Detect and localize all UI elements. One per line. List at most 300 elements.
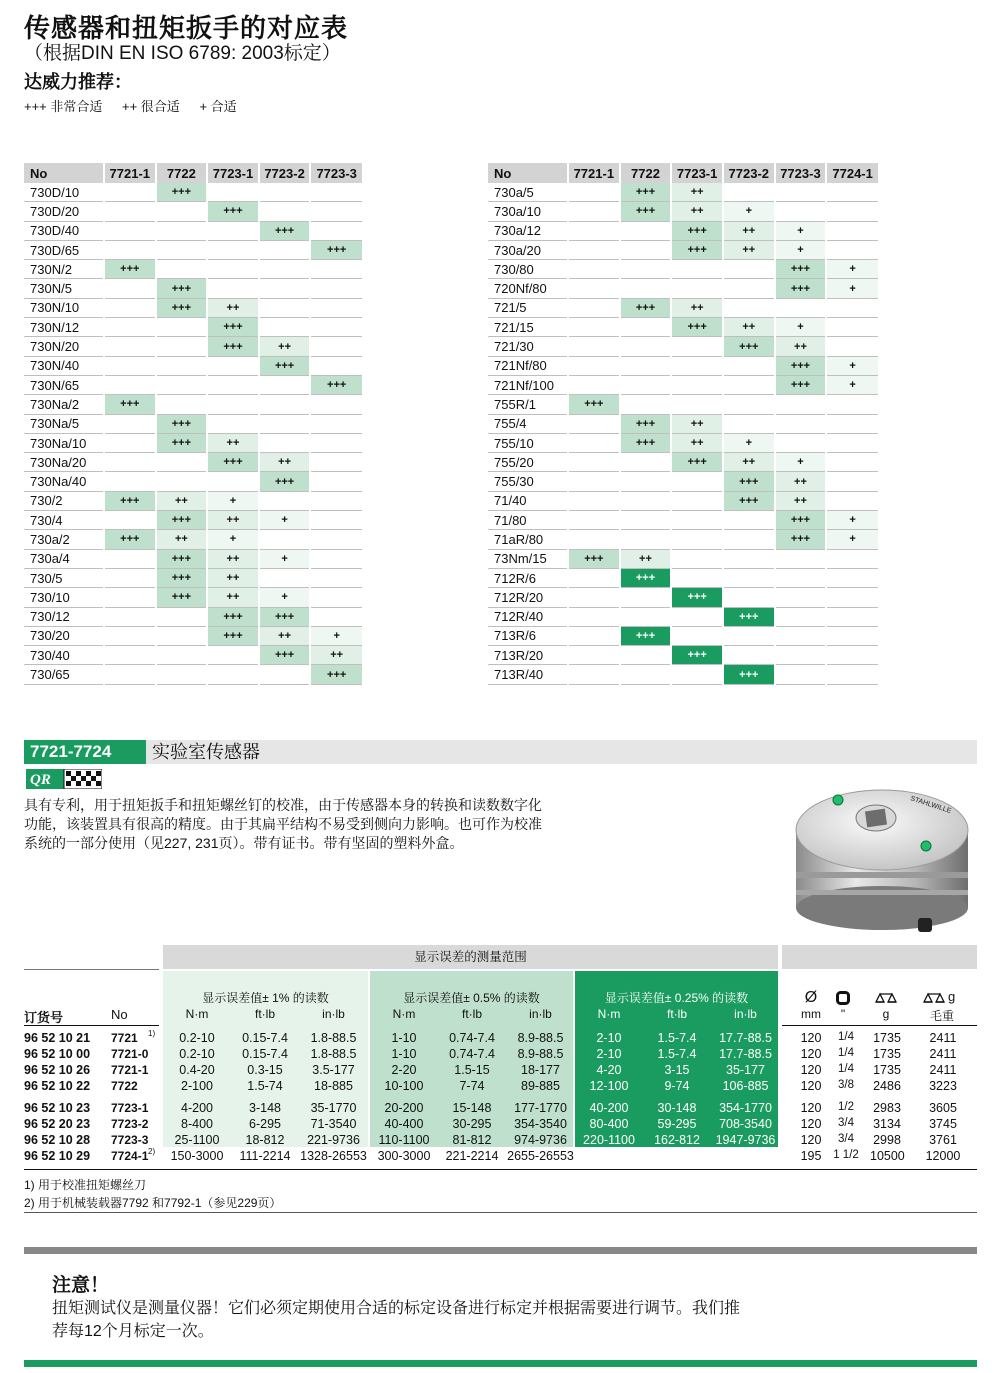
spec-cell: 12-100: [589, 1079, 629, 1093]
rating-cell: +++: [156, 414, 208, 433]
model-cell: 730N/10: [24, 298, 104, 317]
table-header: 7722: [156, 163, 208, 183]
rating-cell: [207, 260, 259, 279]
model-cell: 721Nf/80: [488, 356, 568, 375]
rating-cell: [620, 472, 672, 491]
rating-cell: ++: [775, 491, 827, 510]
spec-cell: 30-295: [452, 1117, 492, 1131]
table-row: [24, 337, 362, 356]
spec-cell: 71-3540: [310, 1117, 357, 1131]
rating-cell: ++: [310, 646, 362, 665]
range-header: 显示误差的测量范围: [163, 945, 778, 969]
rating-cell: +: [826, 511, 878, 530]
spec-cell: 96 52 10 00: [24, 1047, 91, 1061]
rating-cell: [568, 530, 620, 549]
rating-cell: [723, 530, 775, 549]
footnote-marker: 1): [148, 1029, 156, 1038]
model-cell: 71/80: [488, 511, 568, 530]
rating-cell: +++: [207, 453, 259, 472]
rating-cell: [671, 626, 723, 645]
rating-cell: [826, 337, 878, 356]
rating-cell: [568, 491, 620, 510]
rating-cell: [775, 626, 827, 645]
rating-cell: +: [775, 453, 827, 472]
recommend-heading: 达威力推荐：: [24, 72, 132, 92]
rating-cell: +: [826, 356, 878, 375]
table-row: [488, 298, 878, 317]
rating-cell: +++: [620, 202, 672, 221]
spec-cell: 0.15-7.4: [242, 1047, 288, 1061]
notice-heading: 注意！: [52, 1275, 110, 1296]
model-cell: 730a/5: [488, 183, 568, 202]
table-row: [24, 240, 362, 259]
rating-cell: +++: [310, 375, 362, 394]
rating-cell: [104, 183, 156, 202]
model-cell: 730N/5: [24, 279, 104, 298]
rating-cell: +++: [104, 491, 156, 510]
rating-cell: [259, 665, 311, 684]
table-row: [24, 511, 362, 530]
rating-cell: [104, 202, 156, 221]
spec-cell: 1-10: [391, 1047, 417, 1061]
qr-badge-icon: [26, 769, 102, 789]
rating-cell: ++: [259, 626, 311, 645]
rating-cell: ++: [671, 202, 723, 221]
table-row: [24, 375, 362, 394]
spec-cell: 1.5-74: [247, 1079, 283, 1093]
rating-cell: [207, 221, 259, 240]
model-cell: 730/80: [488, 260, 568, 279]
spec-cell: 600-3000: [582, 1149, 636, 1163]
spec-cell: 1735: [873, 1063, 901, 1077]
rating-cell: [775, 202, 827, 221]
rating-cell: [156, 453, 208, 472]
model-cell: 730Na/5: [24, 414, 104, 433]
spec-cell: 0.74-7.4: [449, 1031, 495, 1045]
rating-cell: +++: [775, 511, 827, 530]
rating-cell: ++: [207, 549, 259, 568]
rating-cell: [723, 588, 775, 607]
table-row: [24, 646, 362, 665]
rating-cell: [310, 607, 362, 626]
rating-cell: [620, 588, 672, 607]
rating-cell: +++: [568, 395, 620, 414]
rating-cell: [620, 453, 672, 472]
spec-cell: 3.5-177: [312, 1063, 355, 1077]
model-cell: 713R/40: [488, 665, 568, 684]
rating-cell: [826, 607, 878, 626]
rating-cell: [723, 356, 775, 375]
rating-cell: [310, 530, 362, 549]
spec-cell: 2411: [929, 1063, 957, 1077]
rating-cell: [310, 356, 362, 375]
table-row: [488, 646, 878, 665]
table-row: [488, 433, 878, 452]
spec-cell: 354-3540: [514, 1117, 567, 1131]
rating-cell: +: [723, 433, 775, 452]
rating-cell: [259, 375, 311, 394]
rating-cell: ++: [259, 337, 311, 356]
table-row: [488, 221, 878, 240]
rating-cell: +++: [156, 511, 208, 530]
rating-cell: [259, 318, 311, 337]
table-row: [488, 511, 878, 530]
spec-cell: 4-200: [181, 1101, 213, 1115]
rating-cell: [259, 433, 311, 452]
spec-cell: 0.2-10: [179, 1031, 215, 1045]
rating-cell: [568, 356, 620, 375]
rating-cell: [156, 626, 208, 645]
section-code: 7721-7724: [24, 740, 146, 764]
spec-cell: 120: [800, 1133, 822, 1147]
rating-cell: ++: [207, 568, 259, 587]
rating-cell: +++: [207, 337, 259, 356]
spec-cell: 96 52 10 28: [24, 1133, 91, 1147]
rating-cell: [207, 646, 259, 665]
model-cell: 730Na/40: [24, 472, 104, 491]
rating-cell: [775, 568, 827, 587]
table-row: [24, 356, 362, 375]
table-header: 7723-3: [775, 163, 827, 183]
rating-cell: ++: [671, 414, 723, 433]
rating-cell: [671, 472, 723, 491]
spec-cell: 2-10: [596, 1047, 622, 1061]
table-header: 7723-1: [207, 163, 259, 183]
table-row: [24, 665, 362, 684]
spec-cell: 35-177: [726, 1063, 765, 1077]
left-match-table: [24, 163, 362, 685]
spec-cell: 1-10: [391, 1031, 417, 1045]
spec-cell: 20-200: [384, 1101, 424, 1115]
table-row: [24, 279, 362, 298]
rating-cell: [775, 414, 827, 433]
spec-cell: 0.2-10: [179, 1047, 215, 1061]
unit-label: ft·lb: [461, 1007, 482, 1021]
spec-cell: 974-9736: [514, 1133, 567, 1147]
model-cell: 730a/2: [24, 530, 104, 549]
rating-cell: [310, 202, 362, 221]
rating-cell: [620, 260, 672, 279]
model-cell: 730a/10: [488, 202, 568, 221]
spec-cell: 18-177: [521, 1063, 560, 1077]
rating-cell: [156, 356, 208, 375]
table-row: [24, 414, 362, 433]
model-cell: 730Na/2: [24, 395, 104, 414]
table-row: [488, 318, 878, 337]
spec-cell: 30-148: [657, 1101, 697, 1115]
rating-cell: [207, 183, 259, 202]
rating-cell: [259, 491, 311, 510]
rating-cell: [568, 453, 620, 472]
rating-cell: [620, 646, 672, 665]
rating-cell: [156, 607, 208, 626]
table-row: [24, 626, 362, 645]
table-header: 7723-3: [310, 163, 362, 183]
rating-cell: +: [775, 221, 827, 240]
spec-cell: 1328-26553: [300, 1149, 367, 1163]
rating-cell: [620, 318, 672, 337]
legend-item: ++ 很合适: [122, 99, 180, 114]
page-title: 传感器和扭矩扳手的对应表: [24, 13, 349, 43]
gross-scale-icon: [922, 991, 946, 1005]
model-cell: 755R/1: [488, 395, 568, 414]
spec-cell: 106-885: [722, 1079, 769, 1093]
rating-cell: +++: [620, 414, 672, 433]
rating-cell: [568, 588, 620, 607]
rating-cell: [826, 646, 878, 665]
product-brand-text: STAHLWILLE: [909, 795, 952, 816]
rating-cell: [568, 221, 620, 240]
rating-cell: +++: [156, 279, 208, 298]
rating-cell: +++: [568, 549, 620, 568]
table-row: [24, 549, 362, 568]
spec-cell: 2-100: [181, 1079, 213, 1093]
rating-cell: +++: [156, 298, 208, 317]
rating-cell: [104, 298, 156, 317]
rating-cell: +++: [620, 298, 672, 317]
spec-cell: 10500: [870, 1149, 905, 1163]
model-cell: 730/10: [24, 588, 104, 607]
unit-label: in·lb: [529, 1007, 552, 1021]
rating-cell: [259, 298, 311, 317]
rating-cell: [207, 375, 259, 394]
model-cell: 712R/6: [488, 568, 568, 587]
sensor-product-image: [792, 772, 972, 938]
rating-cell: +++: [620, 183, 672, 202]
spec-cell: 96 52 20 23: [24, 1117, 91, 1131]
rating-cell: [775, 549, 827, 568]
table-row: [24, 433, 362, 452]
rating-cell: [568, 607, 620, 626]
spec-cell: 150-3000: [170, 1149, 224, 1163]
spec-cell: 111-2214: [239, 1149, 291, 1163]
rating-cell: ++: [620, 549, 672, 568]
table-row: [488, 607, 878, 626]
rating-cell: [723, 375, 775, 394]
rating-cell: [310, 221, 362, 240]
rating-cell: [207, 472, 259, 491]
spec-cell: 7723-1: [111, 1101, 149, 1115]
rating-cell: +++: [620, 568, 672, 587]
spec-cell: 0.3-15: [247, 1063, 283, 1077]
model-cell: 730D/40: [24, 221, 104, 240]
rating-cell: [620, 279, 672, 298]
rating-cell: ++: [775, 472, 827, 491]
rating-cell: [104, 221, 156, 240]
rating-cell: [723, 549, 775, 568]
spec-cell: 7-74: [459, 1079, 485, 1093]
table-row: [24, 260, 362, 279]
model-cell: 720Nf/80: [488, 279, 568, 298]
table-row: [24, 298, 362, 317]
rating-cell: ++: [671, 183, 723, 202]
rating-cell: [568, 433, 620, 452]
drive-unit: ": [840, 1007, 846, 1021]
spec-table: [24, 945, 977, 1205]
rating-cell: [259, 414, 311, 433]
rating-cell: +++: [259, 356, 311, 375]
spec-cell: 195: [800, 1149, 822, 1163]
rating-cell: +++: [671, 646, 723, 665]
table-row: [488, 202, 878, 221]
rating-cell: [207, 279, 259, 298]
model-cell: 713R/20: [488, 646, 568, 665]
rating-cell: [568, 665, 620, 684]
rating-cell: [104, 337, 156, 356]
rating-cell: +++: [620, 626, 672, 645]
unit-label: N·m: [392, 1007, 416, 1021]
rating-cell: [568, 626, 620, 645]
unit-label: in·lb: [322, 1007, 345, 1021]
spec-cell: 7721-1: [111, 1063, 149, 1077]
rating-cell: [156, 318, 208, 337]
footnote-1: 1) 用于校准扭矩螺丝刀: [24, 1178, 147, 1192]
table-row: [488, 588, 878, 607]
spec-cell: 1/4: [838, 1031, 854, 1043]
rating-cell: [671, 607, 723, 626]
spec-cell: 96 52 10 29: [24, 1149, 91, 1163]
rating-cell: [310, 337, 362, 356]
unit-label: N·m: [597, 1007, 621, 1021]
rating-cell: [671, 665, 723, 684]
table-row: [24, 221, 362, 240]
spec-cell: 0.15-7.4: [242, 1031, 288, 1045]
rating-cell: [671, 395, 723, 414]
model-cell: 73Nm/15: [488, 549, 568, 568]
table-row: [488, 626, 878, 645]
rating-cell: [826, 240, 878, 259]
rating-cell: [104, 453, 156, 472]
rating-cell: [723, 568, 775, 587]
table-row: [488, 414, 878, 433]
spec-cell: 221-9736: [307, 1133, 360, 1147]
spec-cell: 17.7-88.5: [719, 1047, 772, 1061]
rating-cell: +++: [671, 240, 723, 259]
bottom-divider: [24, 1360, 977, 1367]
spec-cell: 221-2214: [445, 1149, 499, 1163]
rating-cell: [775, 183, 827, 202]
rating-cell: +: [775, 240, 827, 259]
spec-cell: 15-148: [452, 1101, 492, 1115]
spec-cell: 8.9-88.5: [517, 1047, 564, 1061]
rating-cell: [775, 646, 827, 665]
rating-cell: [723, 279, 775, 298]
rating-cell: [156, 221, 208, 240]
spec-cell: 1735: [873, 1047, 901, 1061]
model-cell: 755/20: [488, 453, 568, 472]
unit-label: N·m: [185, 1007, 209, 1021]
rating-cell: [620, 607, 672, 626]
spec-cell: 40-200: [589, 1101, 629, 1115]
spec-cell: 2-20: [391, 1063, 417, 1077]
rating-cell: [568, 414, 620, 433]
spec-cell: 59-295: [657, 1117, 697, 1131]
table-row: [488, 260, 878, 279]
rating-cell: [104, 240, 156, 259]
rating-cell: +++: [723, 607, 775, 626]
model-cell: 730N/20: [24, 337, 104, 356]
spec-cell: 2655-26553: [507, 1149, 574, 1163]
rating-cell: [104, 433, 156, 452]
rating-cell: +++: [723, 665, 775, 684]
rating-cell: ++: [207, 511, 259, 530]
table-row: [24, 395, 362, 414]
table-header: 7721-1: [104, 163, 156, 183]
spec-cell: 162-812: [654, 1133, 700, 1147]
unit-label: ft·lb: [254, 1007, 275, 1021]
spec-cell: 3-15: [664, 1063, 690, 1077]
table-header: 7723-2: [259, 163, 311, 183]
model-cell: 721/5: [488, 298, 568, 317]
rating-cell: +++: [671, 453, 723, 472]
rating-cell: [259, 183, 311, 202]
rating-cell: +++: [775, 375, 827, 394]
rating-cell: [671, 356, 723, 375]
spec-cell: 1.8-88.5: [310, 1031, 357, 1045]
model-cell: 730a/12: [488, 221, 568, 240]
spec-cell: 4-20: [596, 1063, 622, 1077]
spec-cell: 7724-1: [111, 1149, 149, 1163]
rating-cell: [310, 414, 362, 433]
rating-cell: [104, 568, 156, 587]
square-drive-icon: [836, 991, 850, 1005]
rating-cell: [310, 279, 362, 298]
rating-cell: +++: [723, 472, 775, 491]
table-row: [24, 472, 362, 491]
rating-cell: [723, 646, 775, 665]
model-cell: 730N/12: [24, 318, 104, 337]
rating-cell: [775, 607, 827, 626]
rating-cell: +++: [775, 530, 827, 549]
spec-cell: 80-400: [589, 1117, 629, 1131]
rating-cell: [671, 530, 723, 549]
spec-cell: 96 52 10 21: [24, 1031, 91, 1045]
model-cell: 730N/40: [24, 356, 104, 375]
rating-cell: +: [826, 375, 878, 394]
spec-cell: 1.5-15: [454, 1063, 490, 1077]
rating-cell: [826, 549, 878, 568]
rating-cell: ++: [671, 298, 723, 317]
spec-cell: 35-1770: [310, 1101, 357, 1115]
spec-cell: 1/4: [838, 1047, 854, 1059]
table-header: 7721-1: [568, 163, 620, 183]
spec-cell: 120: [800, 1047, 822, 1061]
spec-cell: 708-3540: [719, 1117, 772, 1131]
rating-cell: [826, 221, 878, 240]
rating-cell: [723, 298, 775, 317]
rating-cell: [104, 279, 156, 298]
rating-cell: [310, 318, 362, 337]
spec-cell: 3/4: [838, 1133, 854, 1145]
model-cell: 730D/20: [24, 202, 104, 221]
rating-cell: [620, 337, 672, 356]
rating-cell: +++: [207, 318, 259, 337]
rating-cell: [775, 298, 827, 317]
spec-cell: 1 1/2: [833, 1149, 859, 1161]
rating-cell: [156, 260, 208, 279]
rating-cell: [723, 626, 775, 645]
footnote-marker: 2): [148, 1147, 156, 1156]
table-row: [24, 453, 362, 472]
rating-cell: ++: [207, 433, 259, 452]
rating-cell: [671, 511, 723, 530]
rating-cell: [310, 298, 362, 317]
rating-cell: ++: [723, 453, 775, 472]
rating-cell: [104, 607, 156, 626]
notice-text: 扭矩测试仪是测量仪器！它们必须定期使用合适的标定设备进行标定并根据需要进行调节。我们推荐每12个月标定一次。: [52, 1300, 741, 1340]
rating-cell: [259, 395, 311, 414]
spec-cell: 3134: [873, 1117, 901, 1131]
